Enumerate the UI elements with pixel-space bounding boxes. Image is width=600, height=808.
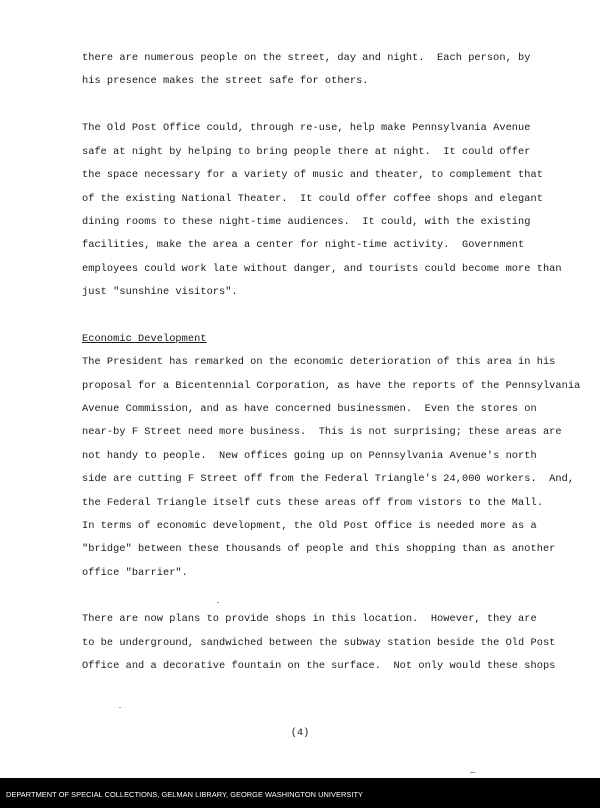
text-line: safe at night by helping to bring people there at night. It could offer xyxy=(82,146,531,158)
text-line: proposal for a Bicentennial Corporation, as have the reports of the Pennsylvania xyxy=(82,380,581,392)
text-line: The Old Post Office could, through re-use, help make Pennsylvania Avenue xyxy=(82,122,531,134)
text-line: employees could work late without danger, and tourists could become more than xyxy=(82,263,562,275)
text-line: his presence makes the street safe for others. xyxy=(82,75,369,87)
scan-speck xyxy=(470,772,475,773)
section-heading: Economic Development xyxy=(82,333,207,345)
text-line: There are now plans to provide shops in this location. However, they are xyxy=(82,613,537,625)
text-line: of the existing National Theater. It could offer coffee shops and elegant xyxy=(82,193,543,205)
text-line: the space necessary for a variety of music and theater, to complement that xyxy=(82,169,543,181)
text-line: In terms of economic development, the Old Post Office is needed more as a xyxy=(82,520,537,532)
text-line: the Federal Triangle itself cuts these areas off from vistors to the Mall. xyxy=(82,497,543,509)
archive-credit: DEPARTMENT OF SPECIAL COLLECTIONS, GELMAN LIBRARY, GEORGE WASHINGTON UNIVERSITY xyxy=(6,790,363,799)
text-line: near-by F Street need more business. This is not surprising; these areas are xyxy=(82,426,562,438)
scan-speck xyxy=(119,707,121,708)
text-line: there are numerous people on the street, day and night. Each person, by xyxy=(82,52,531,64)
text-line: side are cutting F Street off from the Federal Triangle's 24,000 workers. And, xyxy=(82,473,575,485)
text-line: to be underground, sandwiched between the subway station beside the Old Post xyxy=(82,637,556,649)
text-line: The President has remarked on the economic deterioration of this area in his xyxy=(82,356,556,368)
page-number: (4) xyxy=(290,727,310,739)
text-line: dining rooms to these night-time audiences. It could, with the existing xyxy=(82,216,531,228)
text-line: "bridge" between these thousands of people and this shopping than as another xyxy=(82,543,556,555)
text-line: office "barrier". xyxy=(82,567,188,579)
text-line: Avenue Commission, and as have concerned businessmen. Even the stores on xyxy=(82,403,537,415)
text-line: just "sunshine visitors". xyxy=(82,286,238,298)
scan-speck xyxy=(217,602,219,603)
text-line: not handy to people. New offices going up on Pennsylvania Avenue's north xyxy=(82,450,537,462)
text-line: facilities, make the area a center for night-time activity. Government xyxy=(82,239,525,251)
text-line: Office and a decorative fountain on the surface. Not only would these shops xyxy=(82,660,556,672)
archive-footer-bar xyxy=(0,778,600,808)
